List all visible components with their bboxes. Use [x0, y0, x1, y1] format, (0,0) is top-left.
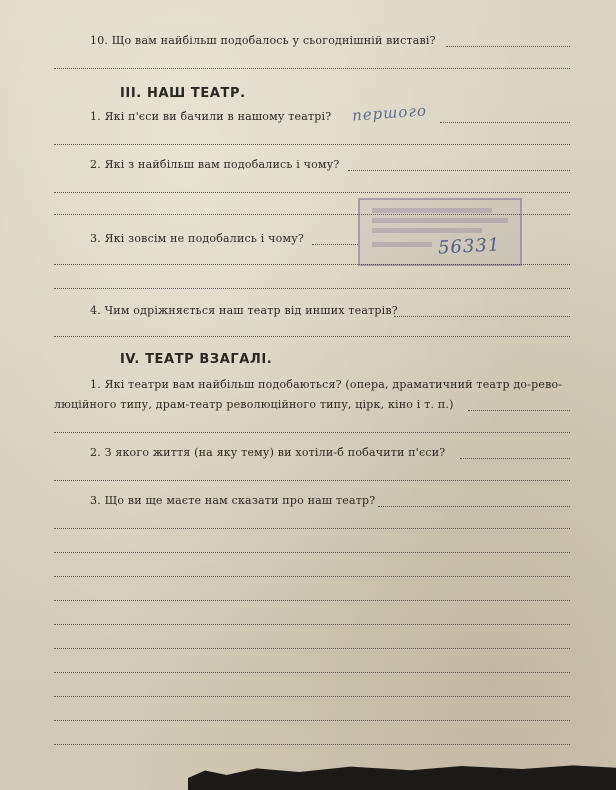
- answer-line: [54, 744, 570, 745]
- section-4-question-1-line-1: 1. Які театри вам найбільш подобаються? (опера, драматичний театр до-рево-: [90, 378, 563, 391]
- answer-line: [440, 122, 570, 123]
- answer-line: [54, 576, 570, 577]
- answer-line: [54, 648, 570, 649]
- answer-line: [54, 192, 570, 193]
- answer-line: [54, 264, 570, 265]
- torn-edge: [188, 760, 616, 790]
- answer-line: [54, 480, 570, 481]
- section-4-question-2: 2. З якого життя (на яку тему) ви хотіли-б побачити п'єси?: [90, 446, 446, 459]
- answer-line: [54, 720, 570, 721]
- answer-line: [312, 244, 358, 245]
- section-3-heading: III. НАШ ТЕАТР.: [120, 86, 246, 101]
- section-3-question-3: 3. Які зовсім не подобались і чому?: [90, 232, 304, 245]
- answer-line: [378, 506, 570, 507]
- answer-line: [54, 528, 570, 529]
- section-4-question-1-line-2: люційного типу, драм-театр революційного типу, цірк, кіно і т. п.): [54, 398, 454, 411]
- answer-line: [54, 432, 570, 433]
- answer-line: [54, 696, 570, 697]
- answer-line: [54, 600, 570, 601]
- answer-line: [54, 68, 570, 69]
- answer-line: [54, 624, 570, 625]
- section-4-heading: IV. ТЕАТР ВЗАГАЛІ.: [120, 352, 273, 367]
- section-3-question-1: 1. Які п'єси ви бачили в нашому театрі?: [90, 110, 332, 123]
- answer-line: [54, 336, 570, 337]
- stamp-number: 56331: [437, 234, 501, 259]
- section-4-question-3: 3. Що ви ще маєте нам сказати про наш театр?: [90, 494, 376, 507]
- handwritten-answer: першого: [351, 101, 428, 125]
- answer-line: [54, 552, 570, 553]
- answer-line: [446, 46, 570, 47]
- section-3-question-2: 2. Які з найбільш вам подобались і чому?: [90, 158, 340, 171]
- answer-line: [54, 672, 570, 673]
- question-10: 10. Що вам найбільш подобалось у сьогоднішній виставі?: [90, 34, 436, 47]
- section-3-question-4: 4. Чим одріжняється наш театр від инших театрів?: [90, 304, 398, 317]
- answer-line: [54, 288, 570, 289]
- answer-line: [460, 458, 570, 459]
- answer-line: [54, 144, 570, 145]
- answer-line: [348, 170, 570, 171]
- answer-line: [394, 316, 570, 317]
- answer-line: [468, 410, 570, 411]
